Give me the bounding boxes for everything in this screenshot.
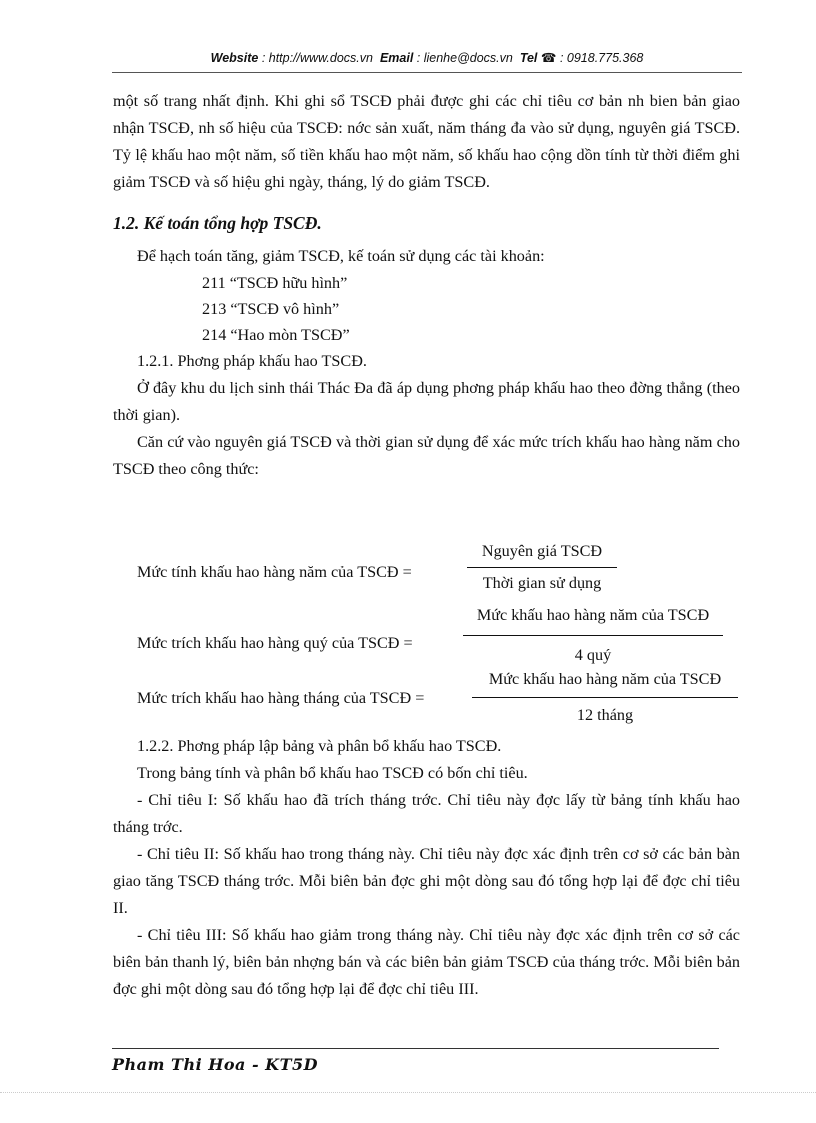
paragraph-accounts-intro: Để hạch toán tăng, giảm TSCĐ, kế toán sử dụng các tài khoản: [137,247,545,265]
document-body [113,88,740,483]
account-213: 213 “TSCĐ vô hình” [202,300,340,318]
subsection-1-2-1: 1.2.1. Phơng pháp khấu hao TSCĐ. [137,352,367,370]
formula-monthly-denominator: 12 tháng [576,706,634,724]
subsection-1-2-2: 1.2.2. Phơng pháp lập bảng và phân bổ khấu hao TSCĐ. [137,737,502,755]
page-bottom-border [0,1092,816,1093]
paragraph-1: một số trang nhất định. Khi ghi sổ TSCĐ phải được ghi các chỉ tiêu cơ bản nh bien bản giao nhận TSCĐ, nh số hiệu của TSCĐ: nớc sản xuất, năm tháng đa vào sử dụng, nguyên giá TSCĐ. Tỷ lệ khấu hao một năm, số tiền khấu hao một năm, số khấu hao cộng dồn tính từ thời điểm ghi giảm TSCĐ và số hiệu ghi ngày, tháng, lý do giảm TSCĐ. [113,92,740,191]
paragraph-criterion-2: - Chỉ tiêu II: Số khấu hao trong tháng này. Chỉ tiêu này đợc xác định trên cơ sở các bản bàn giao tăng TSCĐ tháng trớc. Mỗi biên bản đợc ghi một dòng sau đó tổng hợp lại để đợc chỉ tiêu II. [113,845,740,917]
paragraph-criteria: Trong bảng tính và phân bổ khấu hao TSCĐ có bốn chỉ tiêu. [137,764,528,782]
paragraph-criterion-3: - Chỉ tiêu III: Số khấu hao giảm trong tháng này. Chỉ tiêu này đợc xác định trên cơ sở các biên bản thanh lý, biên bản nhợng bán và các biên bản giảm TSCĐ của tháng trớc. Mỗi biên bản đợc ghi một dòng sau đó tổng hợp lại để đợc chỉ tiêu III. [113,926,740,998]
paragraph-method: Ở đây khu du lịch sinh thái Thác Đa đã áp dụng phơng pháp khấu hao theo đờng thẳng (theo thời gian). [113,379,740,424]
formula-quarterly-label: Mức trích khấu hao hàng quý của TSCĐ = [137,634,413,652]
formula-monthly-label: Mức trích khấu hao hàng tháng của TSCĐ = [137,689,425,707]
email-label: Email [379,51,414,65]
account-214: 214 “Hao mòn TSCĐ” [202,326,350,344]
formula-monthly-fraction [472,670,738,725]
section-heading: 1.2. Kế toán tổng hợp TSCĐ. [113,213,322,233]
tel-label: Tel [519,51,538,65]
formula-annual-label: Mức tính khấu hao hàng năm của TSCĐ = [137,563,412,581]
formula-annual-numerator: Nguyên giá TSCĐ [467,542,617,568]
formula-monthly-numerator: Mức khấu hao hàng năm của TSCĐ [472,670,738,698]
website-label: Website [210,51,259,65]
website-value: : http://www.docs.vn [261,51,373,65]
formula-quarterly-denominator: 4 quý [574,646,612,664]
page-header [112,50,742,73]
formula-annual-denominator: Thời gian sử dụng [482,574,602,592]
paragraph-basis: Căn cứ vào nguyên giá TSCĐ và thời gian sử dụng để xác mức trích khấu hao hàng năm cho TSCĐ theo công thức: [113,433,740,478]
footer-divider [112,1048,719,1049]
paragraph-criterion-1: - Chỉ tiêu I: Số khấu hao đã trích tháng trớc. Chỉ tiêu này đợc lấy từ bảng tính khấu hao tháng trớc. [113,791,740,836]
formula-quarterly-numerator: Mức khấu hao hàng năm của TSCĐ [463,606,723,636]
account-211: 211 “TSCĐ hữu hình” [202,274,348,292]
tel-value: ☎ : 0918.775.368 [540,51,644,65]
formula-quarterly-fraction [463,606,723,665]
document-body-continued [113,733,740,1003]
formula-annual-fraction [467,542,617,593]
footer-author: Pham Thi Hoa - KT5D [112,1055,318,1074]
email-value: : lienhe@docs.vn [416,51,513,65]
